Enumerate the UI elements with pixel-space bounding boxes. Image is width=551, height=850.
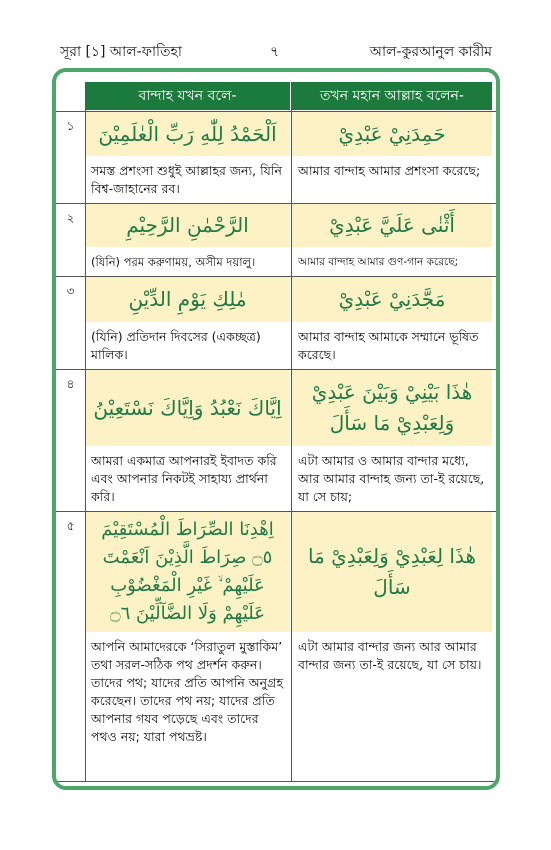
ayah-arabic: مٰلِكِ يَوْمِ الدِّيْنِ xyxy=(85,277,290,322)
reply-translation: এটা আমার বান্দার জন্য আর আমার বান্দার জন্য তা-ই রয়েছে, যা সে চায়। xyxy=(292,634,492,780)
column-divider xyxy=(291,82,292,782)
reply-translation: এটা আমার ও আমার বান্দার মধ্যে, আর আমার বান্দাহ জন্য তা-ই রয়েছে, যা সে চায়; xyxy=(292,448,492,510)
reply-translation: আমার বান্দাহ আমার গুণ-গান করেছে; xyxy=(292,249,492,275)
ayah-translation: আমরা একমাত্র আপনারই ইবাদত করি এবং আপনার নিকটই সাহায্য প্রার্থনা করি। xyxy=(85,448,290,510)
header-divider xyxy=(56,111,496,112)
reply-arabic: أَثْنٰى عَلَيَّ عَبْدِيْ xyxy=(292,204,492,247)
column-header-servant: বান্দাহ যখন বলে- xyxy=(85,82,290,110)
ayah-arabic: اِهْدِنَا الصِّرَاطَ الْمُسْتَقِيْمَ ۝٥ صِرَاطَ الَّذِيْنَ اَنْعَمْتَ عَلَيْهِمْ ۙ غَيْرِ الْمَغْضُوْبِ عَلَيْهِمْ وَلَا الضَّآلِّيْنَ ۝٦ xyxy=(85,512,290,632)
column-divider xyxy=(85,82,86,782)
ayah-arabic: اَلْحَمْدُ لِلّٰهِ رَبِّ الْعٰلَمِيْنَ xyxy=(85,112,290,156)
page-number: ৭ xyxy=(270,44,280,60)
row-number: ২ xyxy=(66,211,75,225)
reply-arabic: هٰذَا بَيْنِيْ وَبَيْنَ عَبْدِيْ وَلِعَبْدِيْ مَا سَأَلَ xyxy=(292,370,492,446)
page-header xyxy=(60,40,492,64)
surah-title: সূরা [১] আল-ফাতিহা xyxy=(60,44,182,60)
row-number: ৩ xyxy=(66,284,75,298)
book-title: আল-কুরআনুল কারীম xyxy=(369,44,492,60)
ayah-arabic: اِيَّاكَ نَعْبُدُ وَاِيَّاكَ نَسْتَعِيْنُ xyxy=(85,370,290,446)
reply-arabic: حَمِدَنِيْ عَبْدِيْ xyxy=(292,112,492,156)
ayah-arabic: الرَّحْمٰنِ الرَّحِيْمِ xyxy=(85,204,290,247)
row-number: ৫ xyxy=(66,519,75,533)
reply-arabic: مَجَّدَنِيْ عَبْدِيْ xyxy=(292,277,492,322)
row-number: ৪ xyxy=(66,377,75,391)
column-header-allah: তখন মহান আল্লাহ বলেন- xyxy=(292,82,492,110)
ayah-translation: (যিনি) পরম করুণাময়, অসীম দয়ালু। xyxy=(85,249,290,275)
ayah-translation: (যিনি) প্রতিদান দিবসের (একচ্ছত্র) মালিক। xyxy=(85,324,290,368)
reply-translation: আমার বান্দাহ আমার প্রশংসা করেছে; xyxy=(292,158,492,202)
reply-translation: আমার বান্দাহ আমাকে সম্মানে ভূষিত করেছে। xyxy=(292,324,492,368)
reply-arabic: هٰذَا لِعَبْدِيْ وَلِعَبْدِيْ مَا سَأَلَ xyxy=(292,512,492,632)
row-divider xyxy=(56,781,496,782)
ayah-translation: আপনি আমাদেরকে ‘সিরাতুল মুস্তাকিম’ তথা সরল-সঠিক পথ প্রদর্শন করুন। তাদের পথ; যাদের প্রতি আপনি অনুগ্রহ করেছেন। তাদের পথ নয়; যাদের প্রতি আপনার গযব পড়েছে এবং তাদের পথও নয়; যারা পথভ্রষ্ট। xyxy=(85,634,290,780)
content-frame xyxy=(52,68,500,790)
row-number: ১ xyxy=(66,119,75,133)
ayah-translation: সমস্ত প্রশংসা শুধুই আল্লাহর জন্য, যিনি বিশ্ব-জাহানের রব। xyxy=(85,158,290,202)
